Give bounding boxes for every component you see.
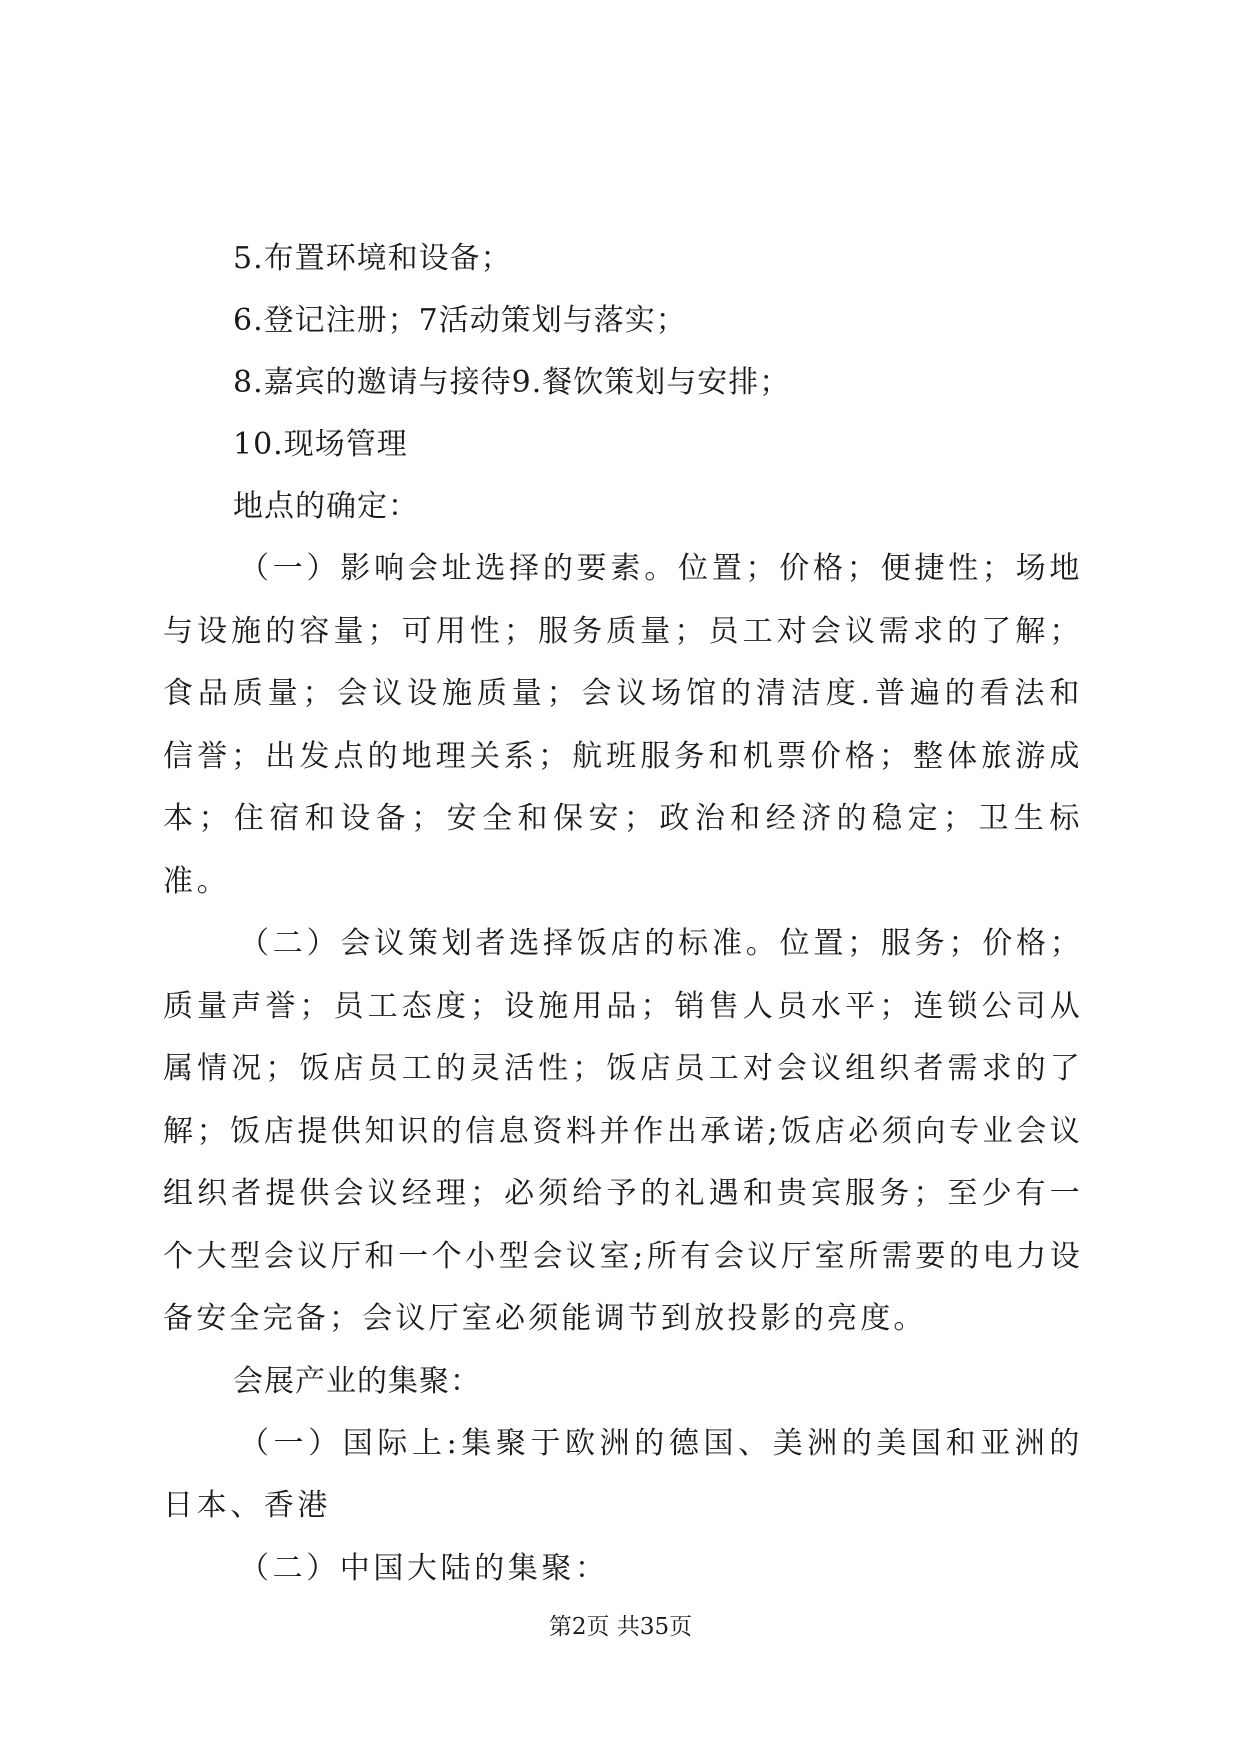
list-item-10: 10.现场管理 bbox=[233, 427, 408, 462]
document-body bbox=[163, 228, 1083, 1600]
section-heading-location: 地点的确定： bbox=[233, 489, 419, 524]
list-item-6-7: 6.登记注册；7活动策划与落实； bbox=[233, 303, 687, 338]
page-number-footer: 第2页 共35页 bbox=[548, 1614, 693, 1640]
list-item-5: 5.布置环境和设备； bbox=[233, 241, 512, 276]
list-item-8-9: 8.嘉宾的邀请与接待9.餐饮策划与安排； bbox=[233, 365, 791, 400]
paragraph-hotel-criteria: （二）会议策划者选择饭店的标准。位置；服务；价格；质量声誉；员工态度；设施用品；销售人员水平；连锁公司从属情况；饭店员工的灵活性；饭店员工对会议组织者需求的了解；饭店提供知识的信息资料并作出承诺;饭店必须向专业会议组织者提供会议经理；必须给予的礼遇和贵宾服务；至少有一个大型会议厅和一个小型会议室;所有会议厅室所需要的电力设备安全完备；会议厅室必须能调节到放投影的亮度。 bbox=[163, 926, 1083, 1336]
paragraph-mainland-cluster: （二）中国大陆的集聚： bbox=[239, 1550, 609, 1586]
section-heading-industry-cluster: 会展产业的集聚： bbox=[233, 1363, 481, 1399]
paragraph-international-cluster: （一）国际上:集聚于欧洲的德国、美洲的美国和亚洲的日本、香港 bbox=[163, 1425, 1083, 1523]
paragraph-venue-factors: （一）影响会址选择的要素。位置；价格；便捷性；场地与设施的容量；可用性；服务质量；员工对会议需求的了解；食品质量；会议设施质量；会议场馆的清洁度.普遍的看法和信誉；出发点的地理关系；航班服务和机票价格；整体旅游成本；住宿和设备；安全和保安；政治和经济的稳定；卫生标准。 bbox=[163, 551, 1083, 899]
